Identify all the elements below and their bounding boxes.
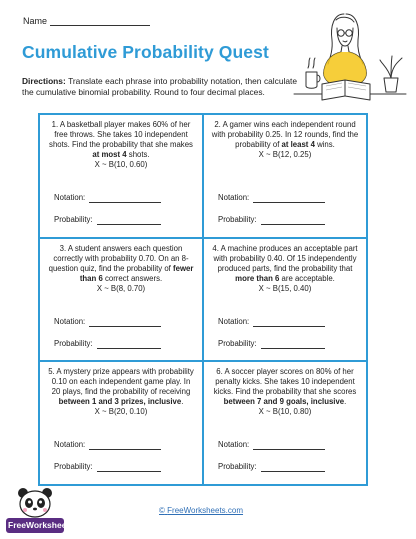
problem-text: 2. A gamer wins each independent round with probability 0.25. In 12 rounds, find the probability of at least 4 wins. [211, 120, 359, 149]
name-line[interactable] [50, 16, 150, 26]
probability-field: Probability: [54, 339, 161, 349]
probability-field: Probability: [218, 462, 325, 472]
probability-field: Probability: [218, 215, 325, 225]
notation-field: Notation: [218, 317, 325, 327]
problem-cell-1 [39, 114, 203, 238]
problem-cell-5 [39, 361, 203, 485]
probability-answer-line[interactable] [261, 217, 325, 225]
probability-answer-line[interactable] [97, 464, 161, 472]
distribution: X ~ B(15, 0.40) [258, 283, 312, 293]
probability-field: Probability: [54, 462, 161, 472]
problem-cell-2 [203, 114, 367, 238]
problem-text: 4. A machine produces an acceptable part with probability 0.40. Of 15 independently produced parts, find the probability that more than 6 are acceptable. [212, 243, 358, 283]
notation-answer-line[interactable] [89, 195, 161, 203]
notation-answer-line[interactable] [253, 319, 325, 327]
problem-cell-4 [203, 238, 367, 362]
problem-text: 1. A basketball player makes 60% of her free throws. She takes 10 independent shots. Find the probability that she makes at most 4 shots. [49, 120, 193, 159]
directions-label: Directions: [22, 76, 66, 86]
logo-text: FreeWorksheets [8, 520, 74, 530]
probability-answer-line[interactable] [261, 464, 325, 472]
problem-text: 6. A soccer player scores on 80% of her penalty kicks. She takes 10 independent kicks. Find the probability that she scores between 7 and 9 goals, inclusive. [213, 367, 357, 407]
notation-answer-line[interactable] [253, 442, 325, 450]
footer-url-text[interactable]: FreeWorksheets.com [167, 506, 244, 515]
notation-field: Notation: [54, 193, 161, 203]
probability-field: Probability: [54, 215, 161, 225]
page-title: Cumulative Probability Quest [22, 42, 269, 62]
problem-cell-3 [39, 238, 203, 362]
problem-text: 5. A mystery prize appears with probability 0.10 on each independent game play. In 20 plays, find the probability of receiving between 1 and 3 prizes, inclusive. [48, 367, 194, 407]
name-row [23, 16, 150, 26]
notation-answer-line[interactable] [89, 442, 161, 450]
problem-text: 3. A student answers each question correctly with probability 0.70. On an 8-question quiz, find the probability of fewer than 6 correct answers. [48, 243, 194, 283]
probability-answer-line[interactable] [97, 341, 161, 349]
notation-field: Notation: [54, 317, 161, 327]
probability-answer-line[interactable] [97, 217, 161, 225]
distribution: X ~ B(12, 0.25) [258, 150, 312, 159]
notation-answer-line[interactable] [89, 319, 161, 327]
notation-field: Notation: [218, 440, 325, 450]
notation-field: Notation: [54, 440, 161, 450]
directions [22, 76, 297, 98]
distribution: X ~ B(10, 0.60) [94, 160, 148, 169]
distribution: X ~ B(10, 0.80) [258, 407, 312, 417]
problem-cell-6 [203, 361, 367, 485]
notation-answer-line[interactable] [253, 195, 325, 203]
probability-answer-line[interactable] [261, 341, 325, 349]
directions-text: Translate each phrase into probability notation, then calculate the cumulative binomial probability. Round to four decimal places. [22, 76, 297, 97]
distribution: X ~ B(20, 0.10) [94, 407, 148, 417]
footer-link[interactable] [159, 506, 243, 515]
probability-field: Probability: [218, 339, 325, 349]
notation-field: Notation: [218, 193, 325, 203]
distribution: X ~ B(8, 0.70) [96, 283, 146, 293]
copyright-symbol: © [159, 506, 165, 515]
name-label: Name [23, 16, 48, 26]
woman-reading-icon [288, 6, 410, 110]
problem-grid [38, 113, 368, 486]
